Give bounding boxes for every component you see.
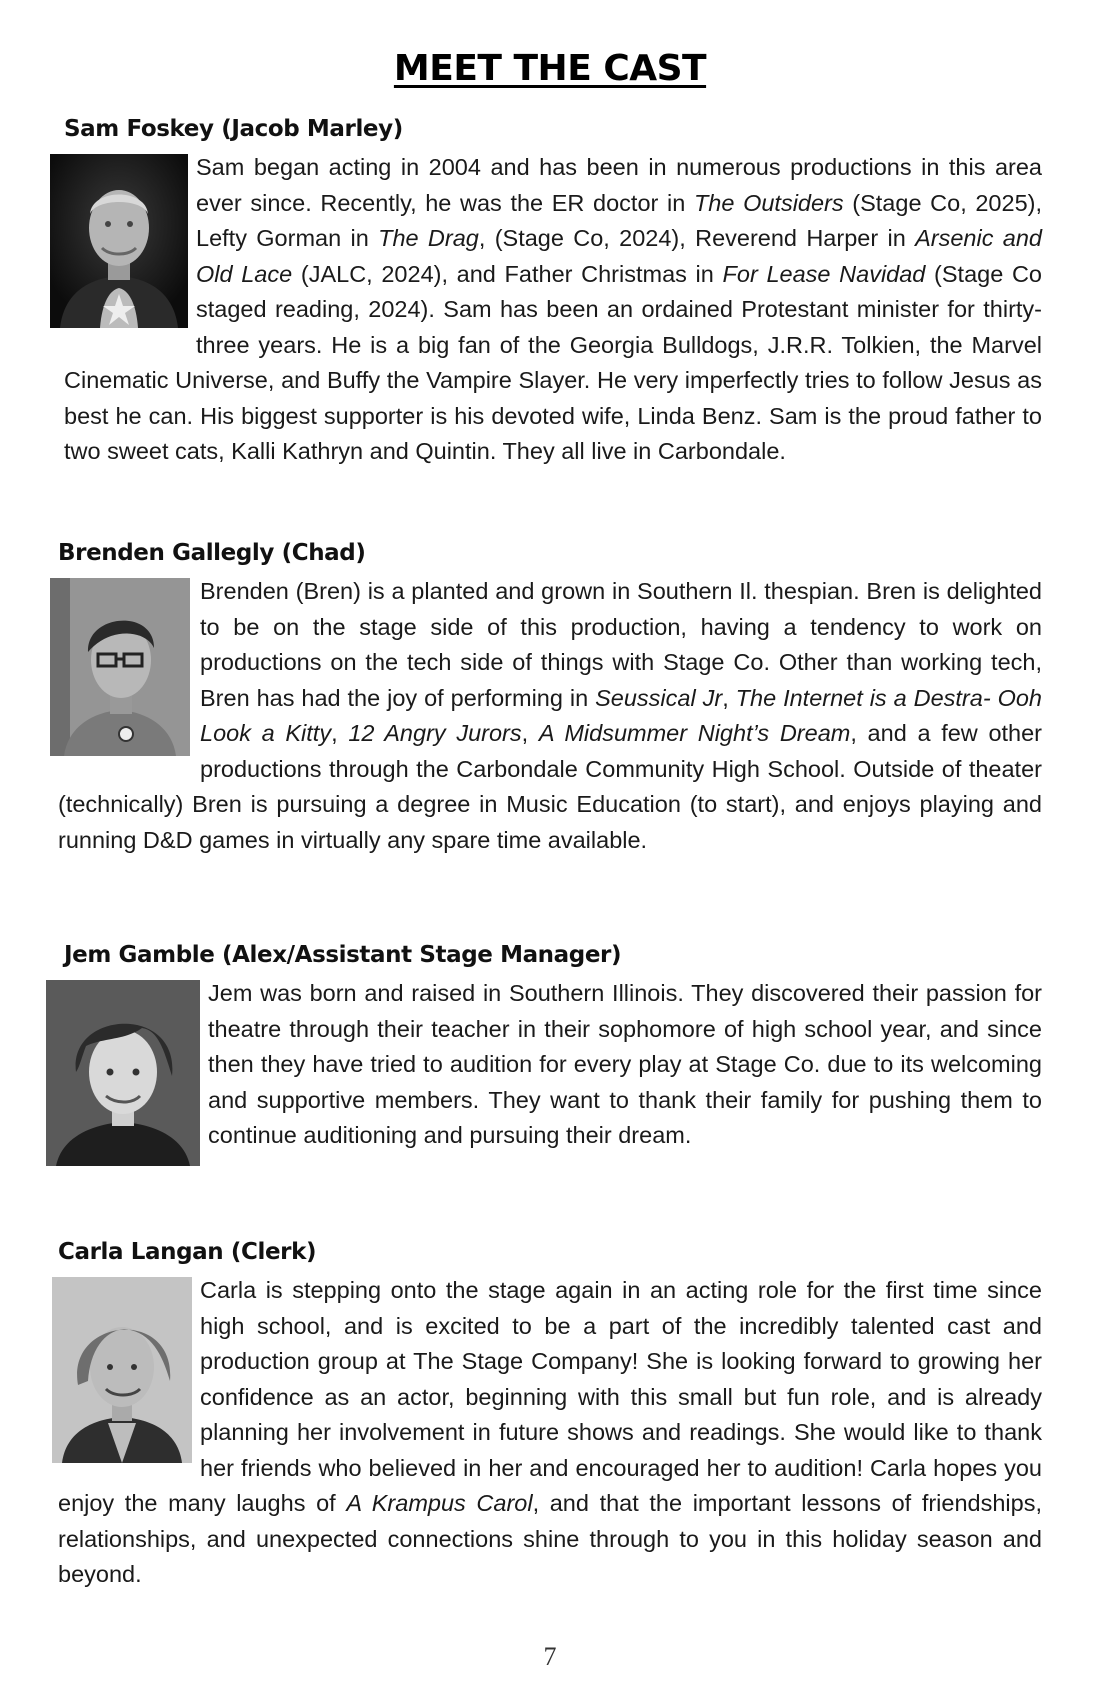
headshot-photo (50, 578, 190, 756)
cast-name: Sam Foskey (Jacob Marley) (64, 116, 403, 142)
work-title: 12 Angry Jurors (348, 720, 522, 746)
cast-bio-sam-foskey (0, 116, 1100, 470)
work-title: Seussical Jr (595, 684, 723, 711)
bio-text-run: (JALC, 2024), and Father Christmas in (292, 260, 723, 287)
bio-text-run: Jem was born and raised in Southern Illinois. They discovered their passion for theatre through their teacher in their sophomore of high school year, and since then they have tried to audition for every play at Stage Co. due to its welcoming and supportive members. They want to thank their family for pushing them to continue auditioning and pursuing their dream. (208, 980, 1042, 1148)
bio-text-run: , (331, 720, 349, 746)
bio-text-run: Carla is stepping onto the stage again in an acting role for the first time since high school, and is excited to be a part of the incredibly talented cast and production group at The Stage Company! She is looking forward to growing her confidence as an actor, beginning with this small but fun role, and is already planning her involvement in future shows and readings. She would like to thank her friends who believed in her and encouraged her to audition! Carla hopes you enjoy the many laughs of (58, 1277, 1042, 1516)
bio-text-run: , (Stage Co, 2024), Reverend Harper in (478, 225, 916, 251)
bio-text-run: , (521, 720, 539, 746)
cast-bio-jem-gamble (0, 942, 1100, 1166)
person-silhouette-icon (46, 980, 200, 1166)
page-number: 7 (543, 1642, 557, 1671)
work-title: For Lease Navidad (722, 260, 926, 287)
bio-text-run: , and a few other productions through the Carbondale Community High School. Outside of theater (technically) Bren is pursuing a degree in Music Education (to start), and enjoys playing and running D&D games in virtually any spare time available. (58, 720, 1043, 853)
bio-text-run: , (722, 684, 736, 711)
work-title: A Krampus Carol (346, 1490, 533, 1516)
cast-bio-text (64, 976, 1042, 1154)
cast-name: Carla Langan (Clerk) (58, 1239, 317, 1265)
bio-text-run: Brenden (Bren) is a planted and grown in Southern Il. thespian. Bren is delighted to be on the stage side of this production, having a tendency to work on productions on the tech side of things with Stage Co. Other than working tech, Bren has had the joy of performing in (200, 578, 1042, 711)
work-title: A Midsummer Night’s Dream (538, 720, 851, 746)
cast-bio-brenden-gallegly (0, 540, 1100, 858)
cast-bio-text (64, 150, 1042, 470)
work-title: The Internet is a Destra- Ooh Look a Kitty (200, 684, 1042, 746)
cast-name: Jem Gamble (Alex/Assistant Stage Manager) (64, 942, 622, 968)
work-title: The Outsiders (693, 189, 844, 216)
headshot-photo (52, 1277, 192, 1463)
person-silhouette-icon (52, 1277, 192, 1463)
person-silhouette-icon (50, 154, 188, 328)
bio-text-run: Sam began acting in 2004 and has been in numerous productions in this area ever since. Recently, he was the ER doctor in (196, 154, 1042, 216)
cast-bio-carla-langan (0, 1239, 1100, 1593)
cast-name: Brenden Gallegly (Chad) (58, 540, 366, 566)
headshot-photo (46, 980, 200, 1166)
page-title: MEET THE CAST (393, 48, 707, 89)
cast-bio-text (58, 574, 1042, 858)
bio-text-run: (Stage Co staged reading, 2024). Sam has been an ordained Protestant minister for thirty-three years. He is a big fan of the Georgia Bulldogs, J.R.R. Tolkien, the Marvel Cinematic Universe, and Buffy the Vampire Slayer. He very imperfectly tries to follow Jesus as best he can. His biggest supporter is his devoted wife, Linda Benz. Sam is the proud father to two sweet cats, Kalli Kathryn and Quintin. They all live in Carbondale. (64, 260, 1042, 464)
cast-bio-text (58, 1273, 1042, 1593)
headshot-photo (50, 154, 188, 328)
work-title: Arsenic and Old Lace (196, 225, 1042, 287)
person-silhouette-icon (50, 578, 190, 756)
bio-text-run: , and that the important lessons of friendships, relationships, and unexpected connections shine through to you in this holiday season and beyond. (58, 1490, 1042, 1587)
bio-text-run: (Stage Co, 2025), Lefty Gorman in (196, 189, 1043, 251)
work-title: The Drag (378, 225, 479, 251)
